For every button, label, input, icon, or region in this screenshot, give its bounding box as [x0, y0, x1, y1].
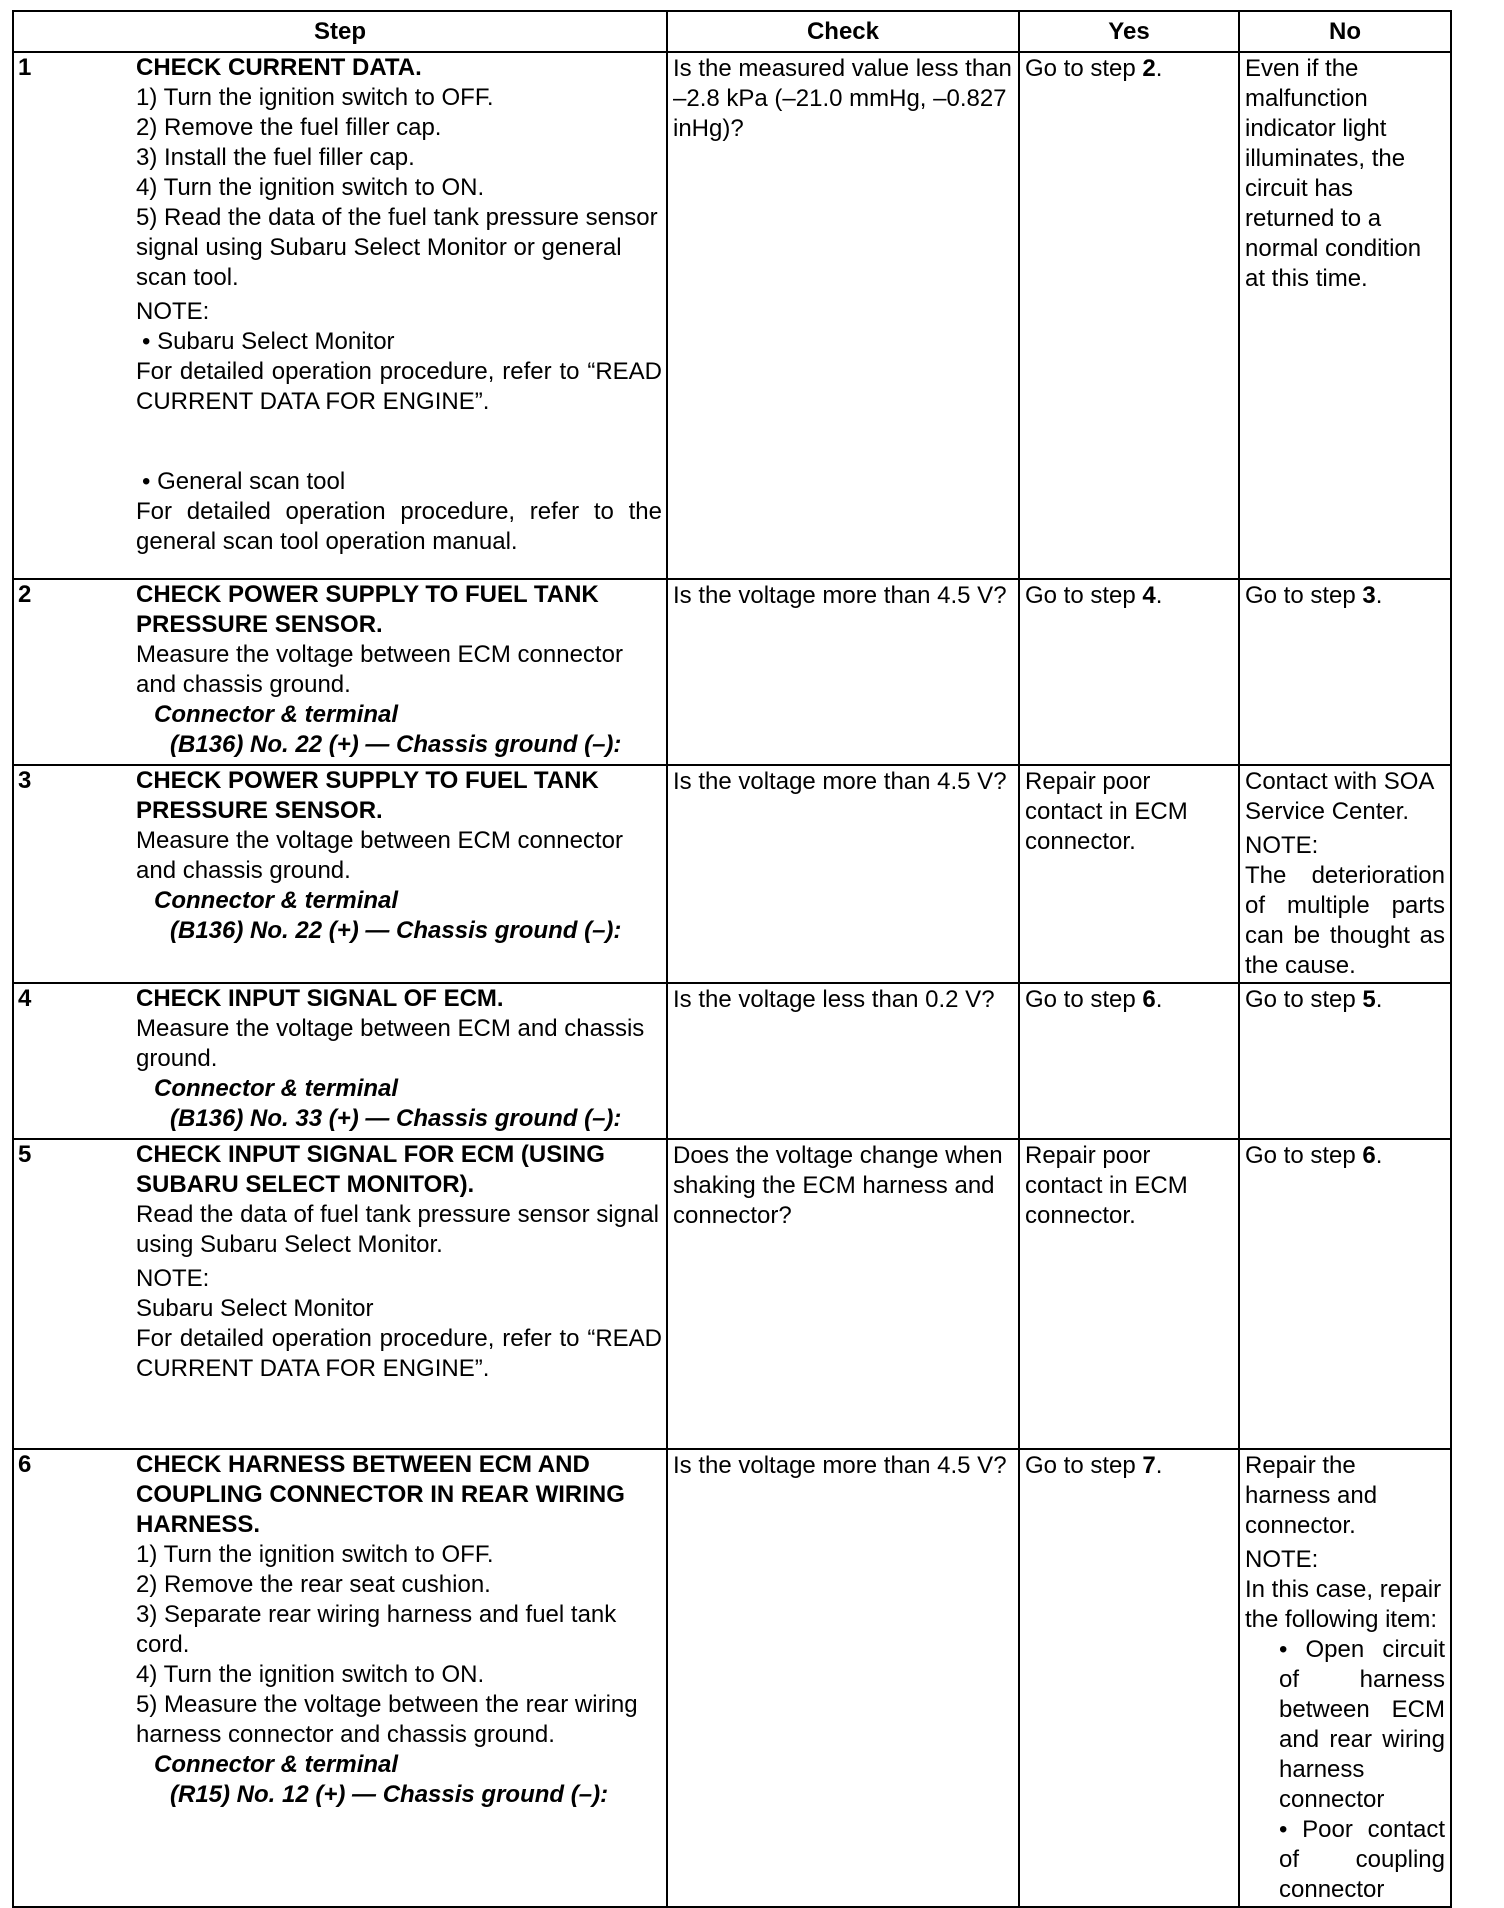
yes-suffix: .: [1155, 986, 1163, 1013]
no-prefix: Go to step: [1245, 986, 1363, 1013]
step-line: 5) Measure the voltage between the rear wiring harness connector and chassis ground.: [136, 1691, 638, 1748]
step-line: 4) Turn the ignition switch to ON.: [136, 174, 485, 201]
check-cell: Is the measured value less than –2.8 kPa (–21.0 mmHg, –0.827 inHg)?: [667, 52, 1019, 579]
check-cell: Is the voltage less than 0.2 V?: [667, 983, 1019, 1139]
check-cell: Is the voltage more than 4.5 V?: [667, 1449, 1019, 1907]
no-step-ref: 3: [1362, 582, 1376, 609]
step-number: 1: [18, 54, 32, 81]
table-row: [13, 983, 1451, 1139]
step-number: 4: [18, 985, 32, 1012]
step-line: 2) Remove the fuel filler cap.: [136, 114, 442, 141]
step-number: 6: [18, 1451, 32, 1478]
yes-cell: [1019, 579, 1239, 765]
yes-step-ref: 2: [1142, 55, 1156, 82]
step-body: Measure the voltage between ECM and chassis ground.: [136, 1015, 645, 1072]
yes-cell: [1019, 983, 1239, 1139]
no-prefix: Go to step: [1245, 1142, 1363, 1169]
step-line: 1) Turn the ignition switch to OFF.: [136, 1541, 494, 1568]
step-title: CHECK POWER SUPPLY TO FUEL TANK PRESSURE SENSOR.: [136, 767, 599, 824]
note-item: • Open circuit of harness between ECM and rear wiring harness connector: [1279, 1636, 1445, 1813]
check-cell: Is the voltage more than 4.5 V?: [667, 579, 1019, 765]
yes-suffix: .: [1155, 1452, 1163, 1479]
step-cell: [13, 1139, 667, 1449]
check-cell: Is the voltage more than 4.5 V?: [667, 765, 1019, 983]
step-body: Measure the voltage between ECM connector and chassis ground.: [136, 827, 623, 884]
connector-value: (B136) No. 33 (+) — Chassis ground (–):: [170, 1105, 622, 1132]
yes-prefix: Go to step: [1025, 986, 1143, 1013]
no-cell: [1239, 983, 1451, 1139]
connector-label: Connector & terminal: [154, 1075, 399, 1102]
connector-value: (R15) No. 12 (+) — Chassis ground (–):: [170, 1781, 609, 1808]
no-cell: Even if the malfunction indicator light illuminates, the circuit has returned to a normal condition at this time.: [1239, 52, 1451, 579]
step-title: CHECK HARNESS BETWEEN ECM AND COUPLING CONNECTOR IN REAR WIRING HARNESS.: [136, 1451, 625, 1538]
yes-step-ref: 7: [1142, 1452, 1156, 1479]
note-text: For detailed operation procedure, refer to the general scan tool operation manual.: [136, 498, 662, 555]
connector-value: (B136) No. 22 (+) — Chassis ground (–):: [170, 731, 622, 758]
step-cell: [13, 765, 667, 983]
yes-cell: [1019, 1449, 1239, 1907]
header-no: No: [1239, 11, 1451, 52]
step-title: CHECK CURRENT DATA.: [136, 54, 422, 81]
no-suffix: .: [1375, 1142, 1383, 1169]
step-cell: [13, 579, 667, 765]
step-line: 2) Remove the rear seat cushion.: [136, 1571, 491, 1598]
yes-step-ref: 6: [1142, 986, 1156, 1013]
connector-label: Connector & terminal: [154, 1751, 399, 1778]
diagnostic-page: [12, 10, 1450, 1903]
no-step-ref: 5: [1362, 986, 1376, 1013]
table-row: [13, 579, 1451, 765]
no-suffix: .: [1375, 986, 1383, 1013]
header-step: Step: [13, 11, 667, 52]
no-cell: [1239, 765, 1451, 983]
table-row: [13, 1449, 1451, 1907]
note-text: The deterioration of multiple parts can be thought as the cause.: [1245, 862, 1445, 979]
connector-label: Connector & terminal: [154, 887, 399, 914]
no-cell: [1239, 579, 1451, 765]
no-text: Repair the harness and connector.: [1245, 1452, 1378, 1539]
yes-cell: Repair poor contact in ECM connector.: [1019, 765, 1239, 983]
note-bullet: • Subaru Select Monitor: [142, 328, 395, 355]
table-row: [13, 765, 1451, 983]
table-row: [13, 52, 1451, 579]
no-text: Contact with SOA Service Center.: [1245, 768, 1434, 825]
yes-prefix: Go to step: [1025, 582, 1143, 609]
step-cell: [13, 52, 667, 579]
yes-suffix: .: [1155, 582, 1163, 609]
step-body: Read the data of fuel tank pressure sensor signal using Subaru Select Monitor.: [136, 1201, 659, 1258]
no-cell: [1239, 1139, 1451, 1449]
step-title: CHECK INPUT SIGNAL OF ECM.: [136, 985, 504, 1012]
step-cell: [13, 1449, 667, 1907]
yes-cell: [1019, 52, 1239, 579]
step-line: 3) Separate rear wiring harness and fuel tank cord.: [136, 1601, 617, 1658]
note-label: NOTE:: [1245, 1546, 1319, 1573]
step-line: 1) Turn the ignition switch to OFF.: [136, 84, 494, 111]
note-bullet: • General scan tool: [142, 468, 346, 495]
step-cell: [13, 983, 667, 1139]
yes-step-ref: 4: [1142, 582, 1156, 609]
note-sub: Subaru Select Monitor: [136, 1295, 374, 1322]
yes-prefix: Go to step: [1025, 55, 1143, 82]
table-header-row: [13, 11, 1451, 52]
no-step-ref: 6: [1362, 1142, 1376, 1169]
step-number: 3: [18, 767, 32, 794]
table-row: [13, 1139, 1451, 1449]
header-check: Check: [667, 11, 1019, 52]
connector-label: Connector & terminal: [154, 701, 399, 728]
note-text: For detailed operation procedure, refer to “READ CURRENT DATA FOR ENGINE”.: [136, 1325, 662, 1382]
no-cell: [1239, 1449, 1451, 1907]
step-line: 5) Read the data of the fuel tank pressure sensor signal using Subaru Select Monitor or general scan tool.: [136, 204, 658, 291]
step-line: 3) Install the fuel filler cap.: [136, 144, 415, 171]
connector-value: (B136) No. 22 (+) — Chassis ground (–):: [170, 917, 622, 944]
diagnostic-table: [12, 10, 1452, 1908]
step-title: CHECK INPUT SIGNAL FOR ECM (USING SUBARU SELECT MONITOR).: [136, 1141, 605, 1198]
note-text: In this case, repair the following item:: [1245, 1576, 1442, 1633]
yes-cell: Repair poor contact in ECM connector.: [1019, 1139, 1239, 1449]
note-label: NOTE:: [136, 1265, 210, 1292]
note-label: NOTE:: [1245, 832, 1319, 859]
no-prefix: Go to step: [1245, 582, 1363, 609]
note-item: • Poor contact of coupling connector: [1279, 1816, 1445, 1903]
yes-prefix: Go to step: [1025, 1452, 1143, 1479]
note-label: NOTE:: [136, 298, 210, 325]
step-title: CHECK POWER SUPPLY TO FUEL TANK PRESSURE SENSOR.: [136, 581, 599, 638]
no-suffix: .: [1375, 582, 1383, 609]
check-cell: Does the voltage change when shaking the ECM harness and connector?: [667, 1139, 1019, 1449]
header-yes: Yes: [1019, 11, 1239, 52]
step-body: Measure the voltage between ECM connector and chassis ground.: [136, 641, 623, 698]
step-number: 5: [18, 1141, 32, 1168]
yes-suffix: .: [1155, 55, 1163, 82]
note-text: For detailed operation procedure, refer to “READ CURRENT DATA FOR ENGINE”.: [136, 358, 662, 415]
step-number: 2: [18, 581, 32, 608]
step-line: 4) Turn the ignition switch to ON.: [136, 1661, 485, 1688]
